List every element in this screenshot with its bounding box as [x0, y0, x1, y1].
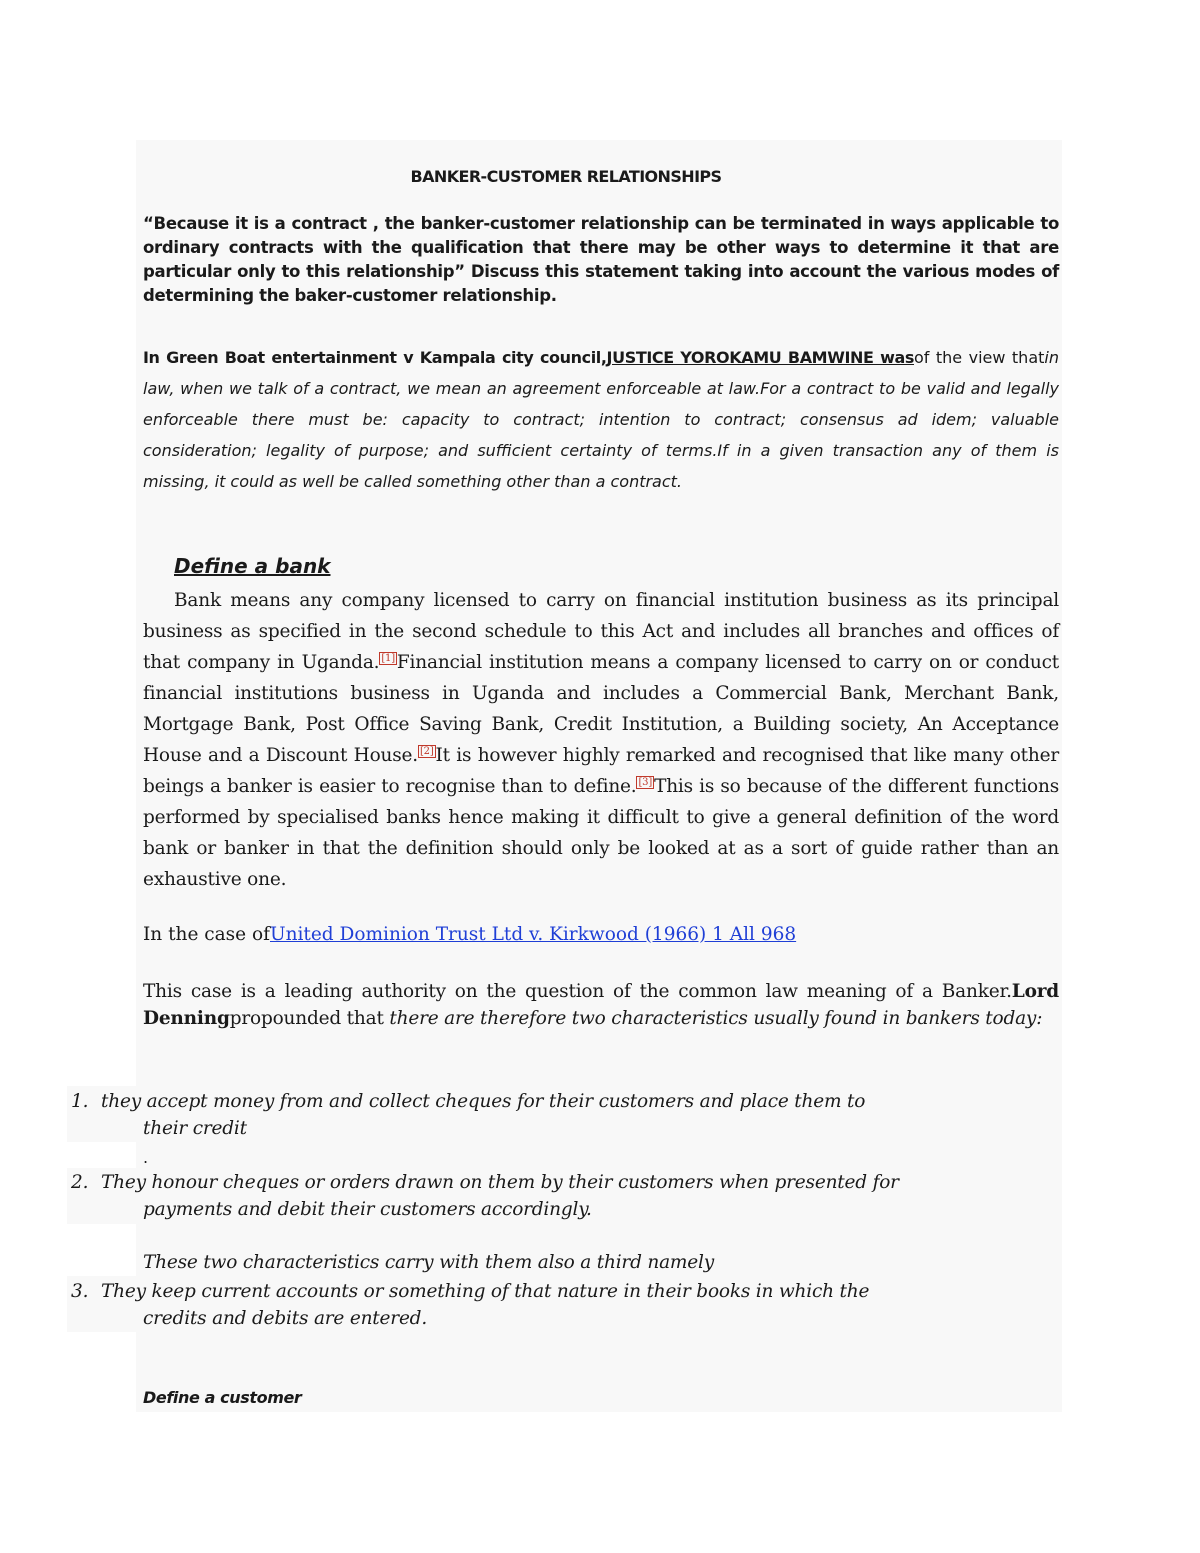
define-customer-heading: Define a customer	[143, 1388, 302, 1407]
footnote-1-link[interactable]: [1]	[381, 652, 395, 664]
intro-paragraph	[143, 342, 1059, 497]
essay-question: “Because it is a contract , the banker-customer relationship can be terminated in ways applicable to ordinary contracts with the qualification that there may be other ways to determine it that are particular only to this relationship” Discuss this statement taking into account the various modes of determining the baker-customer relationship.	[143, 214, 1059, 305]
list-item-line: They honour cheques or orders drawn on them by their customers when presented for	[101, 1172, 899, 1193]
case-reference	[143, 924, 1059, 945]
denning-text-c: there are therefore two characteristics usually found in bankers today:	[389, 1008, 1043, 1029]
list-item-number: 3.	[71, 1281, 89, 1302]
define-bank-heading: Define a bank	[174, 554, 331, 578]
list-item-line: payments and debit their customers accordingly.	[143, 1199, 592, 1220]
case-prefix: In the case of	[143, 924, 270, 945]
intro-text-a: of the view that	[913, 348, 1045, 367]
judge-name: JUSTICE YOROKAMU BAMWINE was	[606, 348, 914, 367]
definition-part-2: Financial institution means a company licensed to carry on or conduct financial institutions business in Uganda and includes a Commercial Bank, Merchant Bank, Mortgage Bank, Post Office Saving Bank, Credit Institution, a Building society, An Acceptance House and a Discount House.	[143, 652, 1059, 766]
stray-dot: .	[143, 1148, 149, 1167]
list-item-line: they accept money from and collect cheques for their customers and place them to	[101, 1091, 866, 1112]
list-item	[71, 1088, 1059, 1142]
denning-text-a: This case is a leading authority on the question of the common law meaning of a Banker.	[143, 981, 1012, 1002]
list-item	[71, 1278, 1059, 1332]
footnote-2-link[interactable]: [2]	[419, 745, 434, 757]
denning-judge: Lord Denning	[143, 981, 1059, 1029]
definition-part-3: It is however highly remarked and recognised that like many other beings a banker is easier to recognise than to define.	[143, 745, 1059, 797]
list-item	[71, 1169, 1059, 1223]
third-characteristic-intro: These two characteristics carry with them also a third namely	[143, 1252, 714, 1273]
definition-part-1: Bank means any company licensed to carry on financial institution business as its principal business as specified in the second schedule to this Act and includes all branches and offices of that company in Uganda.	[143, 590, 1059, 673]
list-item-number: 1.	[71, 1091, 89, 1112]
list-item-number: 2.	[71, 1172, 89, 1193]
definition-part-4: This is so because of the different functions performed by specialised banks hence making it difficult to give a general definition of the word bank or banker in that the definition should only be looked at as a sort of guide rather than an exhaustive one.	[143, 776, 1059, 890]
denning-text-b: propounded that	[229, 1008, 384, 1029]
list-item-line: credits and debits are entered.	[143, 1308, 428, 1329]
bank-definition-paragraph	[143, 585, 1059, 895]
list-item-line: They keep current accounts or something of that nature in their books in which the	[101, 1281, 870, 1302]
footnote-3-link[interactable]: [3]	[638, 776, 653, 788]
list-item-line: their credit	[143, 1118, 247, 1139]
case-name: In Green Boat entertainment v Kampala city council,	[143, 348, 607, 367]
denning-paragraph	[143, 978, 1059, 1032]
intro-text-b: in law, when we talk of a contract, we mean an agreement enforceable at law.For a contract to be valid and legally enforceable there must be: capacity to contract; intention to contract; consensus ad idem; valuable consideration; legality of purpose; and sufficient certainty of terms.If in a given transaction any of them is missing, it could as well be called something other than a contract.	[143, 348, 1059, 491]
case-link[interactable]: United Dominion Trust Ltd v. Kirkwood (1966) 1 All 968	[269, 924, 797, 945]
document-title: BANKER-CUSTOMER RELATIONSHIPS	[410, 167, 722, 186]
